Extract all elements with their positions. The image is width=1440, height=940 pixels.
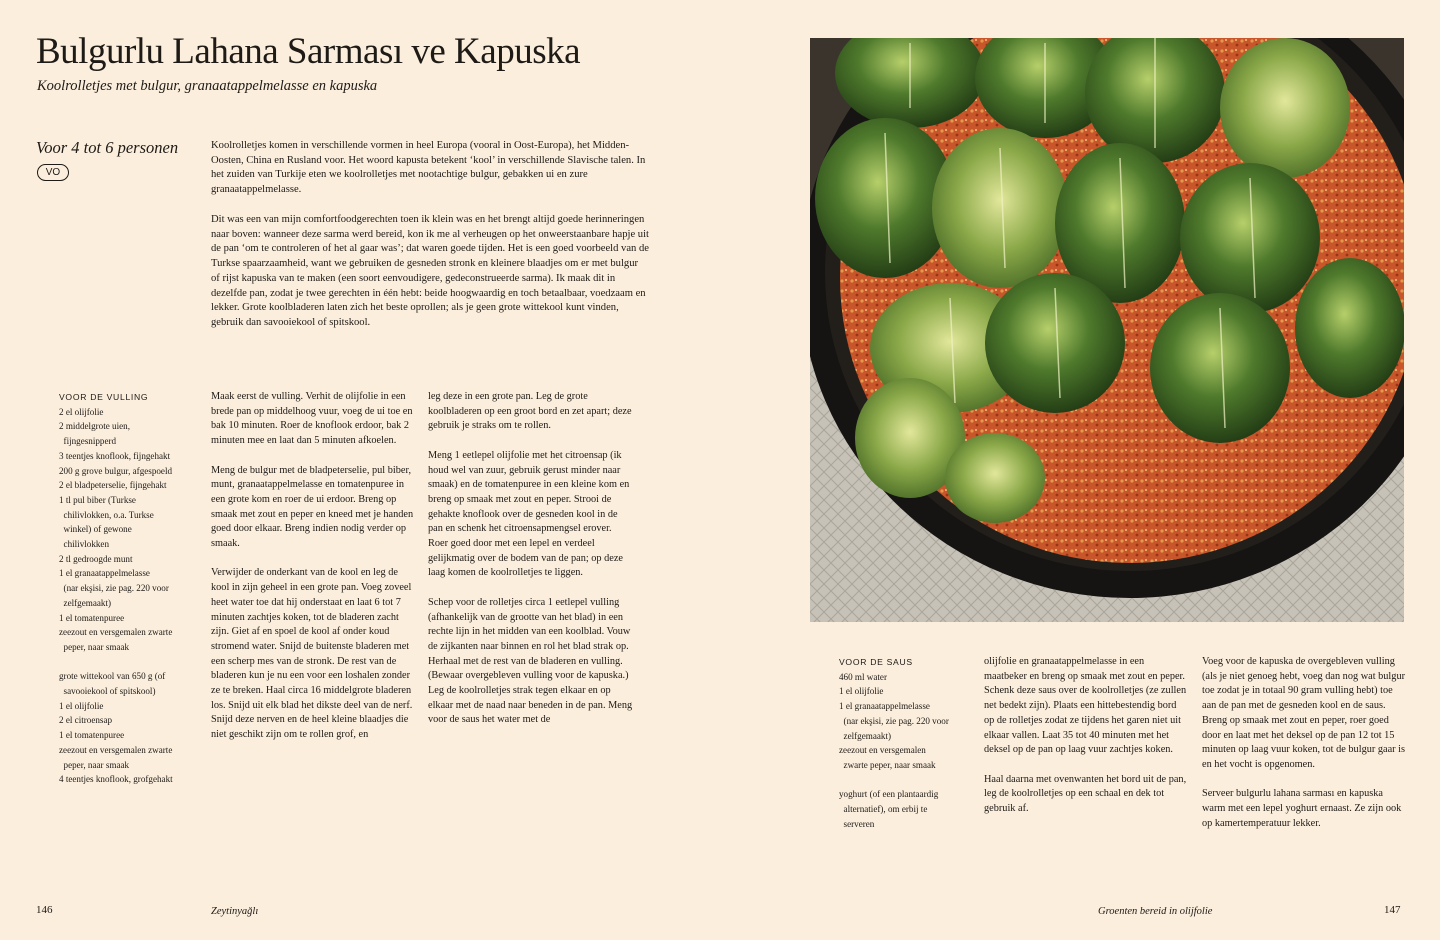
ingredient-line: savooiekool of spitskool)	[59, 686, 156, 697]
ingredient-line: 2 middelgrote uien,	[59, 421, 130, 432]
ingredient-line: (nar ekşisi, zie pag. 220 voor	[839, 715, 949, 726]
ingredient-list	[839, 670, 979, 832]
ingredient-line: zelfgemaakt)	[59, 597, 112, 608]
method-column-1	[211, 390, 416, 758]
ingredients-filling	[59, 390, 209, 787]
page-number-left: 146	[36, 904, 53, 916]
ingredient-line: 200 g grove bulgur, afgespoeld	[59, 465, 173, 476]
ingredient-line: 2 el bladpeterselie, fijngehakt	[59, 480, 167, 491]
page-subtitle: Koolrolletjes met bulgur, granaatappelmelasse en kapuska	[37, 78, 378, 94]
ingredient-line: fijngesnipperd	[59, 436, 117, 447]
method-paragraph: Voeg voor de kapuska de overgebleven vulling (als je niet genoeg hebt, voeg dan nog wat bulgur toe zodat je in totaal 90 gram vulling hebt) toe aan de pan met de gesneden kool en de saus. Breng op smaak met zout en peper, roer goed door en laat met het deksel op de pan 12 tot 15 minuten op laag vuur koken, tot de bulgur gaar is en het vocht is opgenomen.	[1202, 656, 1406, 770]
ingredient-line: zwarte peper, naar smaak	[839, 759, 936, 770]
ingredient-line: peper, naar smaak	[59, 759, 130, 770]
ingredient-gap	[839, 773, 979, 788]
method-paragraph: Meng de bulgur met de bladpeterselie, pul biber, munt, granaatappelmelasse en tomatenpuree in een grote kom en roer de ui erdoor. Breng op smaak met zout en peper en kneed met je handen goed door elkaar. Breng indien nodig verder op smaak.	[211, 464, 414, 550]
ingredient-line: 4 teentjes knoflook, grofgehakt	[59, 774, 173, 785]
cabbage-rolls-pan-image	[810, 38, 1404, 622]
method-paragraph: Verwijder de onderkant van de kool en leg de kool in zijn geheel in een grote pan. Voeg zoveel heet water toe dat hij onderstaat en laat 6 tot 7 minuten zachtjes koken, tot de bladeren zacht zijn. Giet af en spoel de kool af onder koud stromend water. Snijd de buitenste bladeren met een scherp mes van de stronk. De rest van de bladeren kun je nu een voor een loshalen zonder ze te breken. Haal circa 16 middelgrote bladeren los. Snijd uit elk blad het dikste deel van de nerf. Snijd deze nerven en de heel kleine blaadjes die niet geschikt zijn om te rollen grof, en	[211, 567, 413, 741]
ingredient-list	[59, 405, 209, 787]
vegan-badge: VO	[37, 164, 69, 181]
ingredient-line: zeezout en versgemalen zwarte	[59, 627, 173, 638]
method-paragraph: Schep voor de rolletjes circa 1 eetlepel vulling (afhankelijk van de grootte van het blad) in een rechte lijn in het midden van een koolblad. Vouw de zijkanten naar binnen en rol het blad strak op. Herhaal met de rest van de bladeren en vulling. (Bewaar overgebleven vulling voor de kapuska.) Leg de koolrolletjes strak tegen elkaar en op elkaar met de naad naar beneden in de pan. Meng voor de saus het water met de	[428, 596, 633, 726]
ingredient-line: (nar ekşisi, zie pag. 220 voor	[59, 583, 169, 594]
ingredient-gap	[59, 655, 209, 670]
ingredient-line: 1 el olijfolie	[839, 686, 884, 697]
method-paragraph: Haal daarna met ovenwanten het bord uit de pan, leg de koolrolletjes op een schaal en dek tot gebruik af.	[984, 773, 1187, 815]
ingredient-line: zeezout en versgemalen zwarte	[59, 744, 173, 755]
ingredient-line: 1 el granaatappelmelasse	[59, 568, 150, 579]
method-paragraph: Serveer bulgurlu lahana sarması en kapuska warm met een lepel yoghurt ernaast. Ze zijn ook op kamertemperatuur lekker.	[1202, 788, 1402, 829]
ingredients-sauce	[839, 655, 979, 831]
ingredient-line: 1 el tomatenpuree	[59, 612, 125, 623]
ingredient-line: grote wittekool van 650 g (of	[59, 671, 166, 682]
method-paragraph: olijfolie en granaatappelmelasse in een maatbeker en breng op smaak met zout en peper. Schenk deze saus over de koolrolletjes (ze zullen net bedekt zijn). Plaats een hittebestendig bord op de rolletjes zodat ze tijdens het garen niet uit elkaar vallen. Laat 35 tot 40 minuten met het deksel op de pan op laag vuur zachtjes koken.	[984, 656, 1187, 756]
ingredient-line: chilivlokken	[59, 539, 110, 550]
ingredient-line: 3 teentjes knoflook, fijngehakt	[59, 450, 171, 461]
method-paragraph: Meng 1 eetlepel olijfolie met het citroensap (ik houd wel van zuur, gebruik gerust minder naar smaak) en de tomatenpuree in een kleine kom en breng op smaak met zout en peper. Strooi de gehakte knoflook over de gesneden kool in de pan en schenk het citroensapmengsel erover. Roer goed door met een lepel en verdeel gelijkmatig over de bodem van de pan; op deze laag komen de koolrolletjes te liggen.	[428, 449, 630, 579]
method-column-4	[1202, 655, 1408, 846]
ingredient-line: 1 el tomatenpuree	[59, 730, 125, 741]
ingredient-line: alternatief), om erbij te	[839, 804, 928, 815]
intro-paragraph: Koolrolletjes komen in verschillende vormen in heel Europa (vooral in Oost-Europa), het Midden-Oosten, China en Rusland voor. Het woord kapusta betekent ‘kool’ in verschillende Slavische talen. In het zuiden van Turkije eten we koolrolletjes met nootachtige bulgur, gebakken ui en zure granaatappelmelasse.	[211, 140, 646, 196]
ingredient-line: zelfgemaakt)	[839, 730, 892, 741]
ingredient-line: serveren	[839, 818, 875, 829]
ingredients-heading: VOOR DE SAUS	[839, 657, 913, 667]
ingredient-line: 2 el olijfolie	[59, 406, 104, 417]
ingredient-line: peper, naar smaak	[59, 641, 130, 652]
ingredient-line: 460 ml water	[839, 671, 887, 682]
running-footer-left: Zeytinyağlı	[211, 906, 259, 917]
method-paragraph: leg deze in een grote pan. Leg de grote koolbladeren op een groot bord en zet apart; deze gebruik je straks om te rollen.	[428, 391, 632, 432]
ingredient-line: chilivlokken, o.a. Turkse	[59, 509, 154, 520]
ingredient-line: winkel) of gewone	[59, 524, 132, 535]
dish-photo	[810, 38, 1404, 622]
intro-paragraph: Dit was een van mijn comfortfoodgerechten toen ik klein was en het brengt altijd goede herinneringen naar boven: wanneer deze sarma werd bereid, kon ik me al verheugen op het onweerstaanbare hapje uit de pan ‘om te controleren of het al gaar was’; dat waren goede tijden. Het is een goed voorbeeld van de Turkse spaarzaamheid, want we gebruiken de gesneden stronk en kleinere blaadjes om er met bulgur of rijst kapuska van te maken (een soort eenvoudigere, gedeconstrueerde sarma). Ik maak dit in dezelfde pan, zodat je twee gerechten in één hebt: beide hoogwaardig en toch betaalbaar, voedzaam en lekker. Grote koolbladeren laten zich het beste oprollen; als je geen grote wittekool kunt vinden, gebruik dan savooiekool of spitskool.	[211, 214, 649, 328]
ingredient-line: 1 el granaatappelmelasse	[839, 701, 930, 712]
ingredient-line: yoghurt (of een plantaardig	[839, 789, 939, 800]
ingredients-heading: VOOR DE VULLING	[59, 392, 149, 402]
method-paragraph: Maak eerst de vulling. Verhit de olijfolie in een brede pan op middelhoog vuur, voeg de ui toe en bak 10 minuten. Roer de knoflook erdoor, bak 2 minuten mee en laat dan 5 minuten afkoelen.	[211, 391, 413, 447]
servings-label: Voor 4 tot 6 personen	[36, 138, 179, 157]
ingredient-line: 2 tl gedroogde munt	[59, 553, 133, 564]
method-column-2	[428, 390, 633, 743]
ingredient-line: 1 el olijfolie	[59, 700, 104, 711]
page-number-right: 147	[1384, 904, 1401, 916]
page-title: Bulgurlu Lahana Sarması ve Kapuska	[36, 31, 581, 72]
ingredient-line: zeezout en versgemalen	[839, 745, 926, 756]
ingredient-line: 1 tl pul biber (Turkse	[59, 494, 136, 505]
ingredient-line: 2 el citroensap	[59, 715, 113, 726]
running-footer-right: Groenten bereid in olijfolie	[1098, 906, 1213, 917]
method-column-3	[984, 655, 1189, 831]
